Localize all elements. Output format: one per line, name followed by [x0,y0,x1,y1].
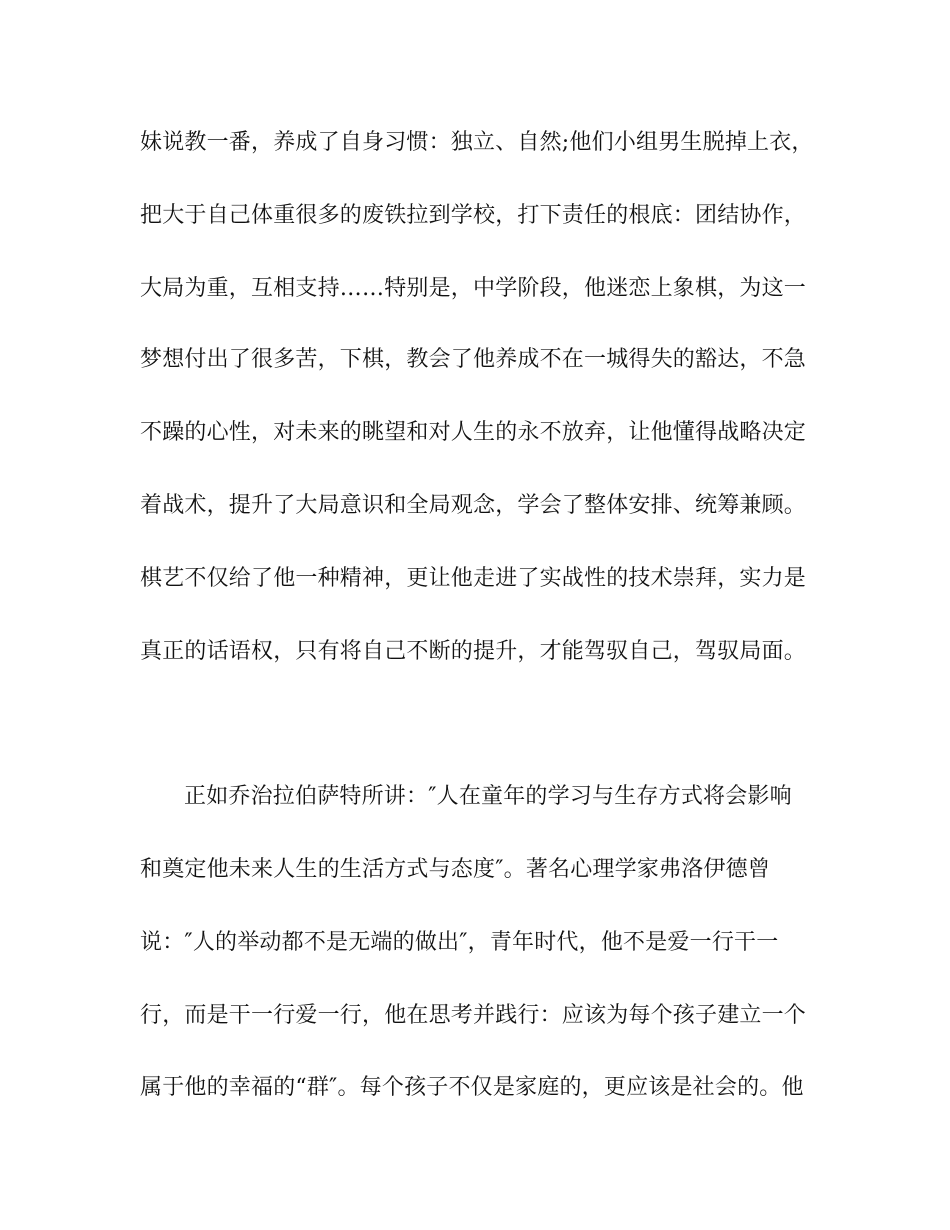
paragraph-2-line-1: 正如乔治拉伯萨特所讲：″人在童年的学习与生存方式将会影响 [184,784,792,809]
paragraph-1-line-4: 梦想付出了很多苦，下棋，教会了他养成不在一城得失的豁达，不急 [140,347,807,372]
paragraph-1-line-3: 大局为重，互相支持……特别是，中学阶段，他迷恋上象棋，为这一 [140,276,807,301]
paragraph-1-line-1: 妹说教一番，养成了自身习惯：独立、自然;他们小组男生脱掉上衣， [140,130,814,155]
paragraph-1-line-7: 棋艺不仅给了他一种精神，更让他走进了实战性的技术崇拜，实力是 [140,566,807,591]
paragraph-1-line-6: 着战术，提升了大局意识和全局观念，学会了整体安排、统筹兼顾。 [140,493,807,518]
paragraph-2-line-3: 说：″人的举动都不是无端的做出″，青年时代，他不是爱一行干一 [140,930,779,955]
paragraph-1-line-5: 不躁的心性，对未来的眺望和对人生的永不放弃，让他懂得战略决定 [140,420,807,445]
paragraph-2-line-4: 行，而是干一行爱一行，他在思考并践行：应该为每个孩子建立一个 [140,1003,807,1028]
paragraph-1-line-2: 把大于自己体重很多的废铁拉到学校，打下责任的根底：团结协作， [140,203,807,228]
paragraph-2-line-2: 和奠定他未来人生的生活方式与态度″。著名心理学家弗洛伊德曾 [140,857,771,882]
paragraph-1-line-8: 真正的话语权，只有将自己不断的提升，才能驾驭自己，驾驭局面。 [140,639,807,664]
paragraph-2-line-5: 属于他的幸福的“群″。每个孩子不仅是家庭的，更应该是社会的。他 [140,1075,804,1100]
